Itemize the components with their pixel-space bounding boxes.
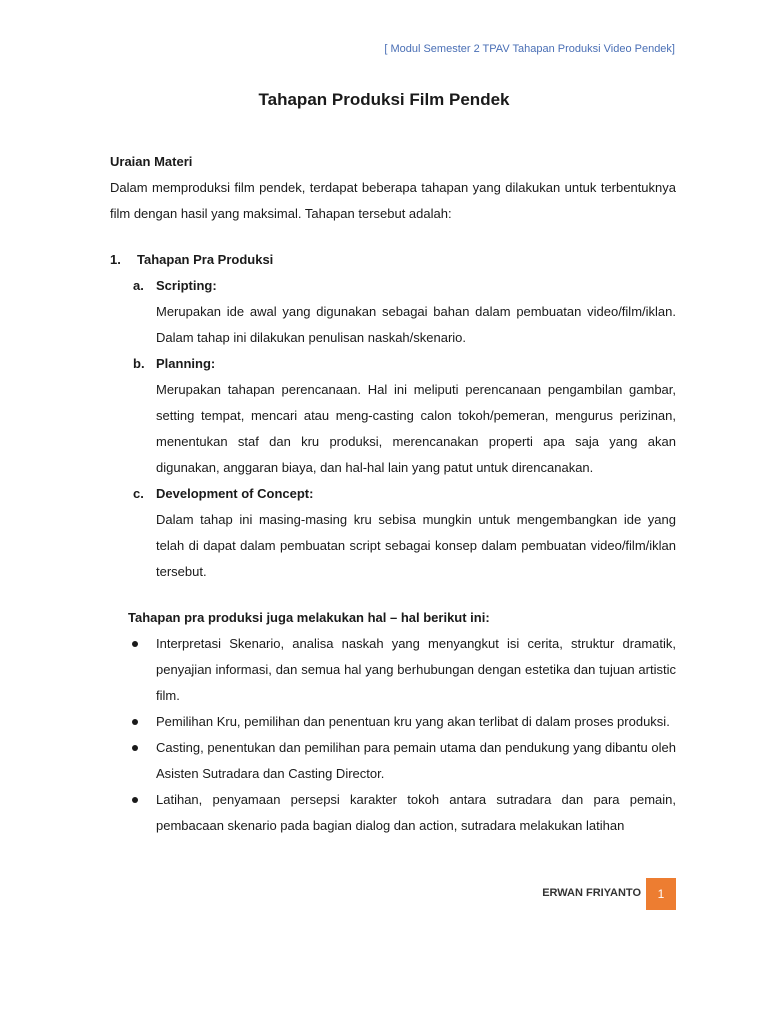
numbered-section: [110, 247, 676, 273]
sub-item-description: Dalam tahap ini masing-masing kru sebisa mungkin untuk mengembangkan ide yang telah di dapat dalam pembuatan script sebagai konsep dalam pembuatan video/film/iklan tersebut.: [156, 512, 676, 579]
list-item-text: Pemilihan Kru, pemilihan dan penentuan kru yang akan terlibat di dalam proses produksi.: [156, 714, 670, 729]
page-title: Tahapan Produksi Film Pendek: [258, 90, 510, 109]
list-item: [110, 631, 676, 709]
sub-item-description: Merupakan ide awal yang digunakan sebagai bahan dalam pembuatan video/film/iklan. Dalam tahap ini dilakukan penulisan naskah/skenario.: [156, 304, 676, 345]
sub-item-scripting: [110, 273, 676, 299]
bullet-icon: [132, 745, 138, 751]
page-number-badge: 1: [646, 878, 676, 910]
pre-production-note: Tahapan pra produksi juga melakukan hal – hal berikut ini:: [128, 610, 490, 625]
running-header: [ Modul Semester 2 TPAV Tahapan Produksi Video Pendek]: [384, 43, 675, 55]
bullet-icon: [132, 719, 138, 725]
sub-item-marker: b.: [133, 356, 145, 371]
sub-item-title: Development of Concept:: [156, 486, 314, 501]
section-heading: Uraian Materi: [110, 154, 193, 169]
intro-paragraph: Dalam memproduksi film pendek, terdapat beberapa tahapan yang dilakukan untuk terbentuknya film dengan hasil yang maksimal. Tahapan tersebut adalah:: [110, 180, 676, 221]
bullet-list: [110, 631, 676, 839]
list-item-text: Latihan, penyamaan persepsi karakter tokoh antara sutradara dan para pemain, pembacaan skenario pada bagian dialog dan action, sutradara melakukan latihan: [156, 792, 676, 833]
footer-author: ERWAN FRIYANTO: [542, 887, 641, 899]
sub-item-description: Merupakan tahapan perencanaan. Hal ini meliputi perencanaan pengambilan gambar, setting tempat, mencari atau meng-casting calon tokoh/pemeran, mengurus perizinan, menentukan staf dan kru produksi, merencanakan properti apa saja yang akan digunakan, anggaran biaya, dan hal-hal lain yang patut untuk direncanakan.: [156, 382, 676, 475]
section-number: 1.: [110, 252, 121, 267]
list-item: [110, 787, 676, 839]
document-body: [110, 149, 676, 839]
sub-item-title: Scripting:: [156, 278, 217, 293]
sub-item-marker: c.: [133, 486, 144, 501]
sub-item-title: Planning:: [156, 356, 216, 371]
list-item: [110, 735, 676, 787]
bullet-icon: [132, 797, 138, 803]
list-item: [110, 709, 676, 735]
section-title: Tahapan Pra Produksi: [137, 252, 274, 267]
list-item-text: Casting, penentukan dan pemilihan para pemain utama dan pendukung yang dibantu oleh Asisten Sutradara dan Casting Director.: [156, 740, 676, 781]
list-item-text: Interpretasi Skenario, analisa naskah yang menyangkut isi cerita, struktur dramatik, penyajian informasi, dan semua hal yang berhubungan dengan estetika dan tujuan artistic film.: [156, 636, 676, 703]
sub-item-planning: [110, 351, 676, 377]
bullet-icon: [132, 641, 138, 647]
sub-item-marker: a.: [133, 278, 144, 293]
sub-item-development: [110, 481, 676, 507]
